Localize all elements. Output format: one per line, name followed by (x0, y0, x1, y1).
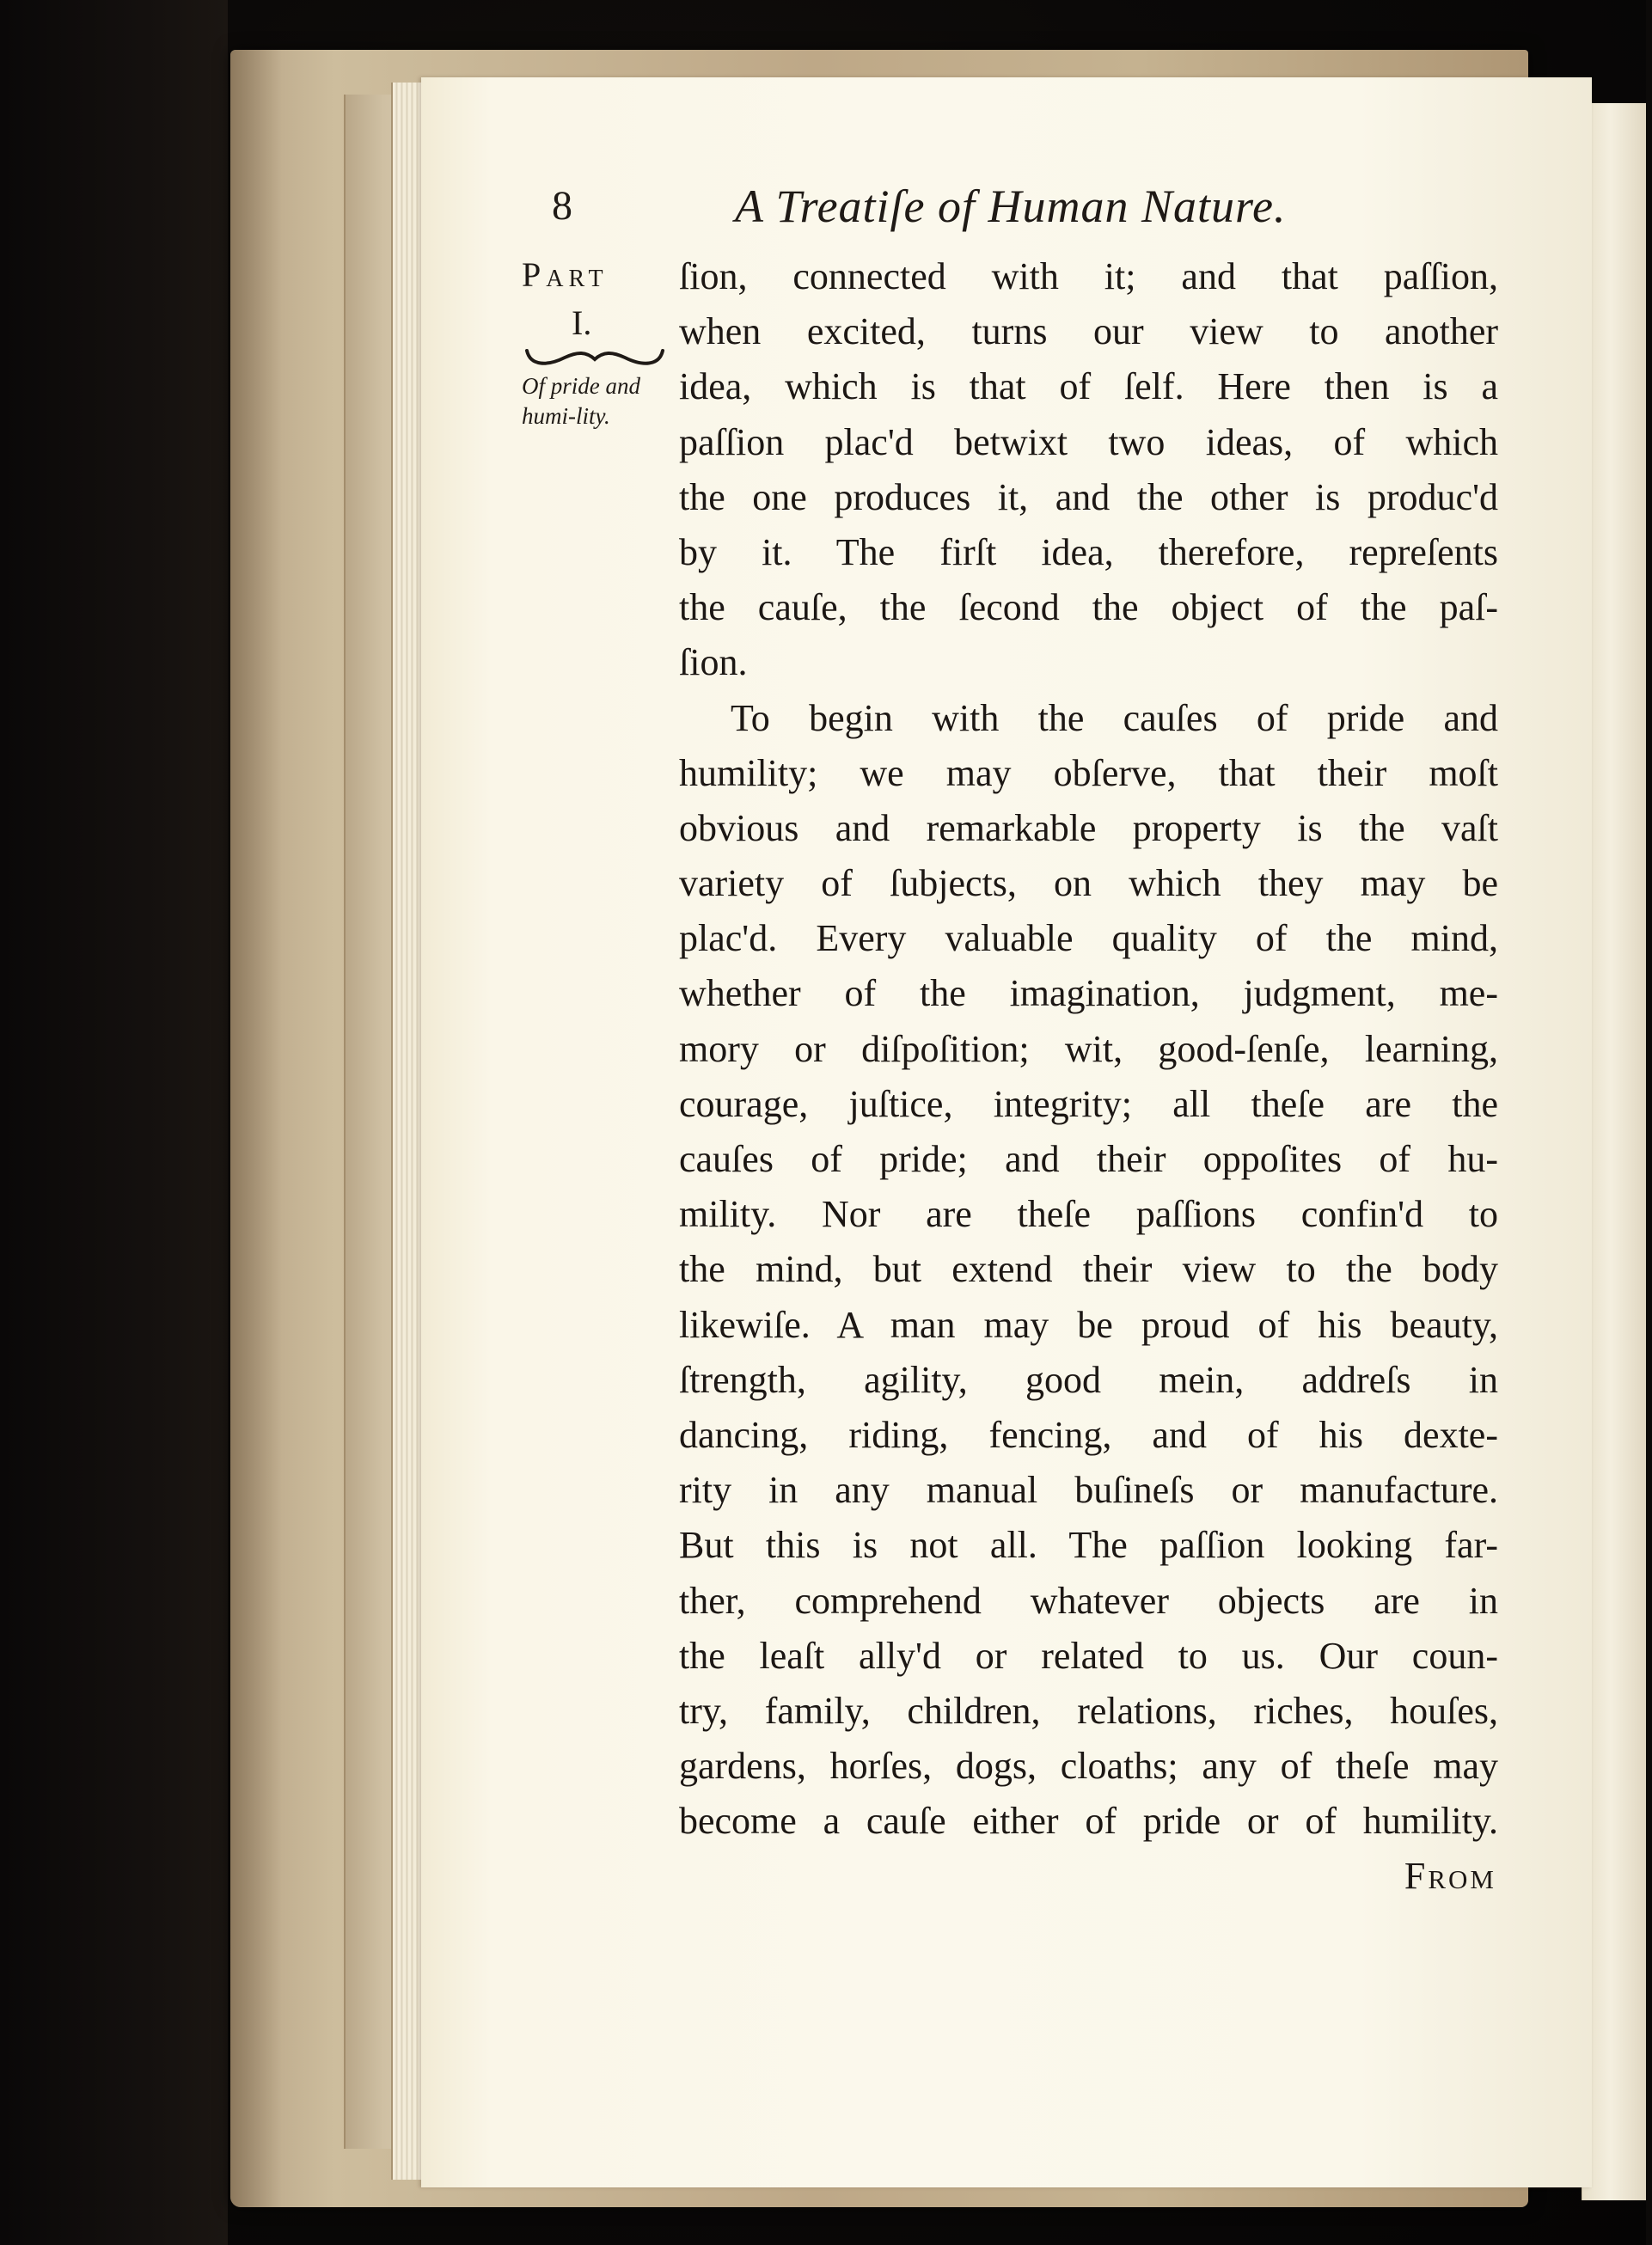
text-line: ſion, connected with it; and that paſſion, (679, 255, 1498, 297)
text-line: become a cauſe either of pride or of humility. (679, 1800, 1498, 1843)
text-line: plac'd. Every valuable quality of the mind, (679, 917, 1498, 960)
text-line: the mind, but extend their view to the body (679, 1248, 1498, 1291)
margin-note: Of pride and humi-lity. (522, 373, 640, 429)
text-line: the one produces it, and the other is produc'd (679, 475, 1498, 518)
text-line: the leaſt ally'd or related to us. Our coun- (679, 1634, 1498, 1677)
text-line: variety of ſubjects, on which they may be (679, 862, 1498, 905)
text-line: whether of the imagination, judgment, me- (679, 972, 1498, 1015)
text-line: humility; we may obſerve, that their moſt (679, 751, 1498, 794)
dark-background-right (1646, 0, 1652, 2245)
text-line: ſtrength, agility, good mein, addreſs in (679, 1358, 1498, 1401)
text-line: cauſes of pride; and their oppoſites of hu- (679, 1138, 1498, 1180)
brace-ornament-icon (522, 347, 668, 370)
text-line: gardens, horſes, dogs, cloaths; any of theſe may (679, 1745, 1498, 1788)
running-title: A Treatiſe of Human Nature. (735, 180, 1287, 232)
text-line: the cauſe, the ſecond the object of the paſ- (679, 586, 1498, 629)
text-line: try, family, children, relations, riches, houſes, (679, 1689, 1498, 1732)
text-line: when excited, turns our view to another (679, 310, 1498, 353)
text-line: idea, which is that of ſelf. Here then is a (679, 365, 1498, 408)
cover-edge-shadow (230, 50, 282, 2207)
margin-column (522, 251, 668, 431)
text-line: dancing, riding, fencing, and of his dexte- (679, 1413, 1498, 1456)
text-line: likewiſe. A man may be proud of his beauty, (679, 1303, 1498, 1346)
running-head (541, 176, 1496, 236)
text-line: But this is not all. The paſſion looking far- (679, 1524, 1498, 1567)
page-number: 8 (552, 183, 572, 229)
text-line: paſſion plac'd betwixt two ideas, of which (679, 420, 1498, 463)
text-line: obvious and remarkable property is the vaſt (679, 806, 1498, 849)
body-text (679, 249, 1498, 1905)
part-number: I. (572, 303, 592, 342)
text-line: by it. The firſt idea, therefore, repreſents (679, 530, 1498, 573)
paragraph-start: To begin with the cauſes of pride and (731, 696, 1498, 739)
text-line: courage, juſtice, integrity; all theſe are the (679, 1082, 1498, 1125)
dark-background-left (0, 0, 228, 2245)
text-line: mility. Nor are theſe paſſions confin'd to (679, 1193, 1498, 1236)
text-line: mory or diſpoſition; wit, good-ſenſe, learning, (679, 1027, 1498, 1070)
part-label: Part (522, 255, 609, 294)
catchword: From (1404, 1855, 1496, 1898)
text-line: ther, comprehend whatever objects are in (679, 1579, 1498, 1622)
text-line: ſion. (679, 641, 748, 684)
facing-page-edge (1582, 103, 1652, 2200)
text-line: rity in any manual buſineſs or manufacture. (679, 1469, 1498, 1512)
